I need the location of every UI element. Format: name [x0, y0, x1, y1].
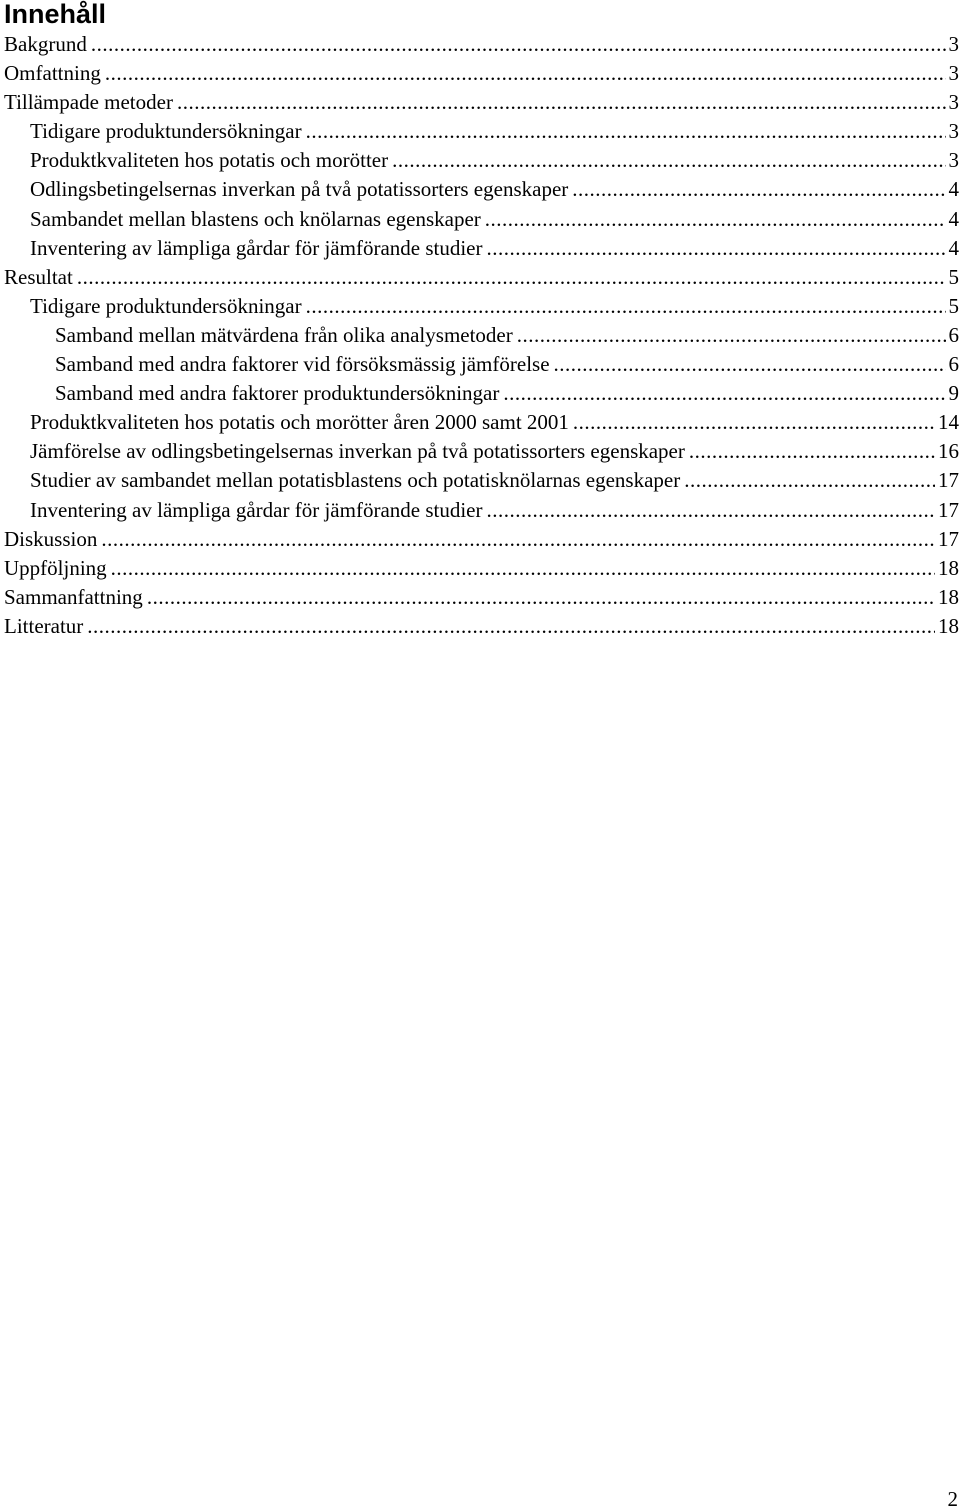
- dot-leader: [572, 175, 945, 204]
- toc-entry-page: 3: [948, 119, 959, 144]
- dot-leader: [306, 292, 946, 321]
- toc-entry-title: Diskussion: [4, 526, 98, 551]
- toc-entry-title: Studier av sambandet mellan potatisblastens och potatisknölarnas egenskaper: [30, 468, 681, 493]
- dot-leader: [91, 30, 946, 59]
- toc-entry-page: 9: [948, 381, 959, 406]
- toc-entry[interactable]: [4, 350, 959, 379]
- toc-entry-title: Inventering av lämpliga gårdar för jämförande studier: [30, 235, 483, 260]
- toc-entry-title: Sambandet mellan blastens och knölarnas egenskaper: [30, 206, 481, 231]
- dot-leader: [486, 496, 935, 525]
- toc-entry[interactable]: [4, 205, 959, 234]
- toc-entry[interactable]: [4, 379, 959, 408]
- toc-entry[interactable]: [4, 263, 959, 292]
- toc-entry-page: 17: [938, 468, 959, 493]
- toc-entry-page: 18: [938, 555, 959, 580]
- dot-leader: [147, 583, 935, 612]
- toc-entry[interactable]: [4, 30, 959, 59]
- dot-leader: [87, 612, 935, 641]
- toc-entry[interactable]: [4, 292, 959, 321]
- toc-entry[interactable]: [4, 583, 959, 612]
- toc-entry-page: 6: [948, 322, 959, 347]
- dot-leader: [111, 554, 935, 583]
- toc-entry-title: Samband mellan mätvärdena från olika analysmetoder: [55, 322, 513, 347]
- toc-entry[interactable]: [4, 234, 959, 263]
- dot-leader: [554, 350, 946, 379]
- toc-entry[interactable]: [4, 466, 959, 495]
- toc-entry-page: 3: [948, 32, 959, 56]
- toc-entry[interactable]: [4, 525, 959, 554]
- dot-leader: [392, 146, 945, 175]
- table-of-contents: [4, 30, 959, 641]
- toc-entry-title: Sammanfattning: [4, 584, 143, 609]
- toc-entry[interactable]: [4, 437, 959, 466]
- toc-entry-title: Tidigare produktundersökningar: [30, 119, 302, 144]
- toc-entry-title: Bakgrund: [4, 32, 87, 56]
- toc-entry-page: 3: [948, 148, 959, 173]
- toc-entry-title: Samband med andra faktorer produktundersökningar: [55, 381, 500, 406]
- toc-entry-title: Uppföljning: [4, 555, 107, 580]
- toc-entry[interactable]: [4, 117, 959, 146]
- dot-leader: [77, 263, 946, 292]
- toc-entry-page: 5: [948, 293, 959, 318]
- toc-entry-page: 6: [948, 352, 959, 377]
- toc-entry[interactable]: [4, 612, 959, 641]
- toc-entry-title: Tillämpade metoder: [4, 90, 173, 115]
- toc-entry[interactable]: [4, 496, 959, 525]
- toc-entry-title: Inventering av lämpliga gårdar för jämförande studier: [30, 497, 483, 522]
- toc-entry[interactable]: [4, 321, 959, 350]
- page-title: Innehåll: [4, 0, 107, 29]
- toc-entry-page: 5: [948, 264, 959, 289]
- toc-entry[interactable]: [4, 554, 959, 583]
- toc-entry[interactable]: [4, 408, 959, 437]
- dot-leader: [105, 59, 946, 88]
- dot-leader: [689, 437, 935, 466]
- toc-entry-title: Litteratur: [4, 613, 84, 638]
- dot-leader: [177, 88, 946, 117]
- toc-entry[interactable]: [4, 175, 959, 204]
- toc-entry[interactable]: [4, 146, 959, 175]
- toc-entry-page: 4: [948, 177, 959, 202]
- toc-entry-title: Jämförelse av odlingsbetingelsernas inverkan på två potatissorters egenskaper: [30, 439, 685, 464]
- dot-leader: [101, 525, 935, 554]
- dot-leader: [306, 117, 946, 146]
- toc-entry-page: 3: [948, 61, 959, 86]
- toc-entry-page: 18: [938, 584, 959, 609]
- toc-entry-page: 17: [938, 497, 959, 522]
- toc-entry-page: 18: [938, 613, 959, 638]
- toc-entry-page: 14: [938, 410, 959, 435]
- toc-entry[interactable]: [4, 88, 959, 117]
- toc-entry-page: 4: [948, 235, 959, 260]
- dot-leader: [573, 408, 935, 437]
- toc-entry-title: Produktkvaliteten hos potatis och morötter: [30, 148, 389, 173]
- toc-entry-title: Odlingsbetingelsernas inverkan på två potatissorters egenskaper: [30, 177, 569, 202]
- dot-leader: [503, 379, 945, 408]
- toc-entry-page: 17: [938, 526, 959, 551]
- toc-entry-title: Tidigare produktundersökningar: [30, 293, 302, 318]
- toc-entry-page: 4: [948, 206, 959, 231]
- dot-leader: [517, 321, 946, 350]
- dot-leader: [486, 234, 945, 263]
- toc-entry-title: Samband med andra faktorer vid försöksmässig jämförelse: [55, 352, 550, 377]
- toc-entry[interactable]: [4, 59, 959, 88]
- toc-entry-title: Produktkvaliteten hos potatis och morötter åren 2000 samt 2001: [30, 410, 569, 435]
- dot-leader: [485, 205, 946, 234]
- toc-entry-page: 16: [938, 439, 959, 464]
- dot-leader: [684, 466, 935, 495]
- page-number: 2: [947, 1487, 958, 1511]
- toc-entry-title: Resultat: [4, 264, 73, 289]
- toc-entry-page: 3: [948, 90, 959, 115]
- toc-entry-title: Omfattning: [4, 61, 101, 86]
